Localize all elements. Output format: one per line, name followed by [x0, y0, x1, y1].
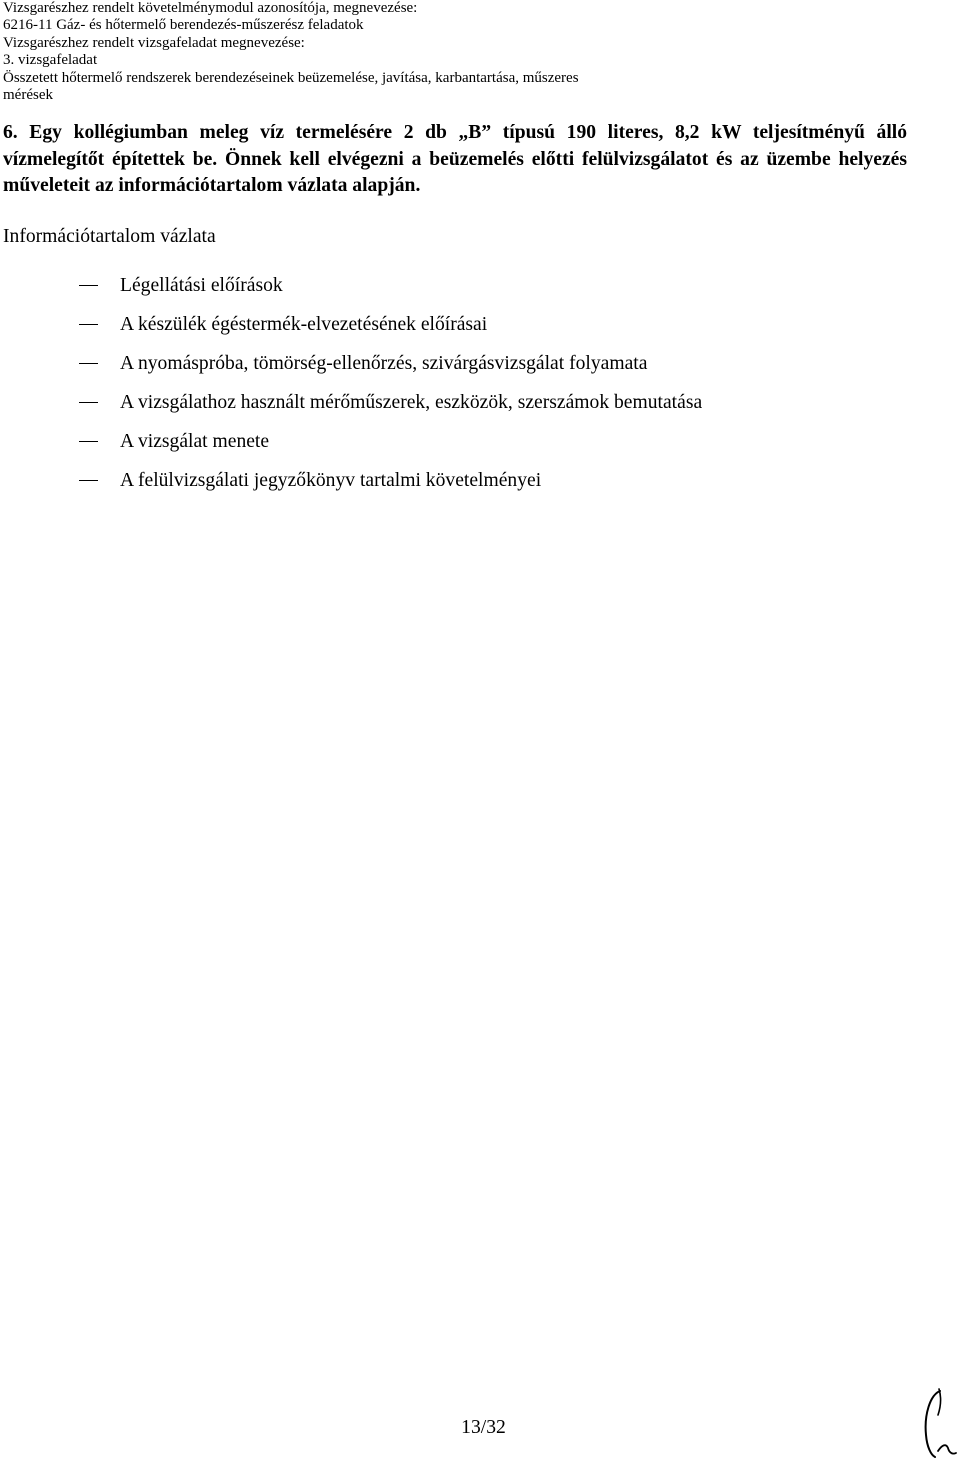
list-item [0, 467, 960, 497]
page-number: 13/32 [461, 1417, 506, 1438]
dash-bullet-icon [79, 480, 98, 481]
outline-title: Információtartalom vázlata [3, 226, 216, 247]
header-line: Összetett hőtermelő rendszerek berendezéseinek beüzemelése, javítása, karbantartása, műszeres [3, 69, 579, 86]
list-item [0, 272, 960, 302]
list-item-text: Légellátási előírások [120, 275, 283, 296]
task-description: 6. Egy kollégiumban meleg víz termelésére 2 db „B” típusú 190 literes, 8,2 kW teljesítményű álló vízmelegítőt építettek be. Önnek kell elvégezni a beüzemelés előtti felülvizsgálatot és az üzembe helyezés műveleteit az információtartalom vázlata alapján. [3, 122, 907, 196]
list-item [0, 389, 960, 419]
header-line: Vizsgarészhez rendelt vizsgafeladat megnevezése: [3, 34, 305, 51]
header-line: mérések [3, 87, 53, 104]
list-item-text: A nyomáspróba, tömörség-ellenőrzés, szivárgásvizsgálat folyamata [120, 353, 648, 374]
dash-bullet-icon [79, 402, 98, 403]
list-item [0, 311, 960, 341]
list-item [0, 350, 960, 380]
list-item-text: A felülvizsgálati jegyzőkönyv tartalmi követelményei [120, 470, 542, 491]
document-header [3, 0, 953, 104]
header-line: 6216-11 Gáz- és hőtermelő berendezés-műszerész feladatok [3, 17, 364, 34]
header-line: 3. vizsgafeladat [3, 52, 98, 69]
dash-bullet-icon [79, 324, 98, 325]
list-item-text: A vizsgálathoz használt mérőműszerek, eszközök, szerszámok bemutatása [120, 392, 703, 413]
list-item-text: A készülék égéstermék-elvezetésének előírásai [120, 314, 488, 335]
signature-icon [918, 1385, 958, 1461]
header-line: Vizsgarészhez rendelt követelménymodul azonosítója, megnevezése: [3, 0, 418, 16]
dash-bullet-icon [79, 441, 98, 442]
list-item [0, 428, 960, 458]
dash-bullet-icon [79, 285, 98, 286]
list-item-text: A vizsgálat menete [120, 431, 270, 452]
dash-bullet-icon [79, 363, 98, 364]
